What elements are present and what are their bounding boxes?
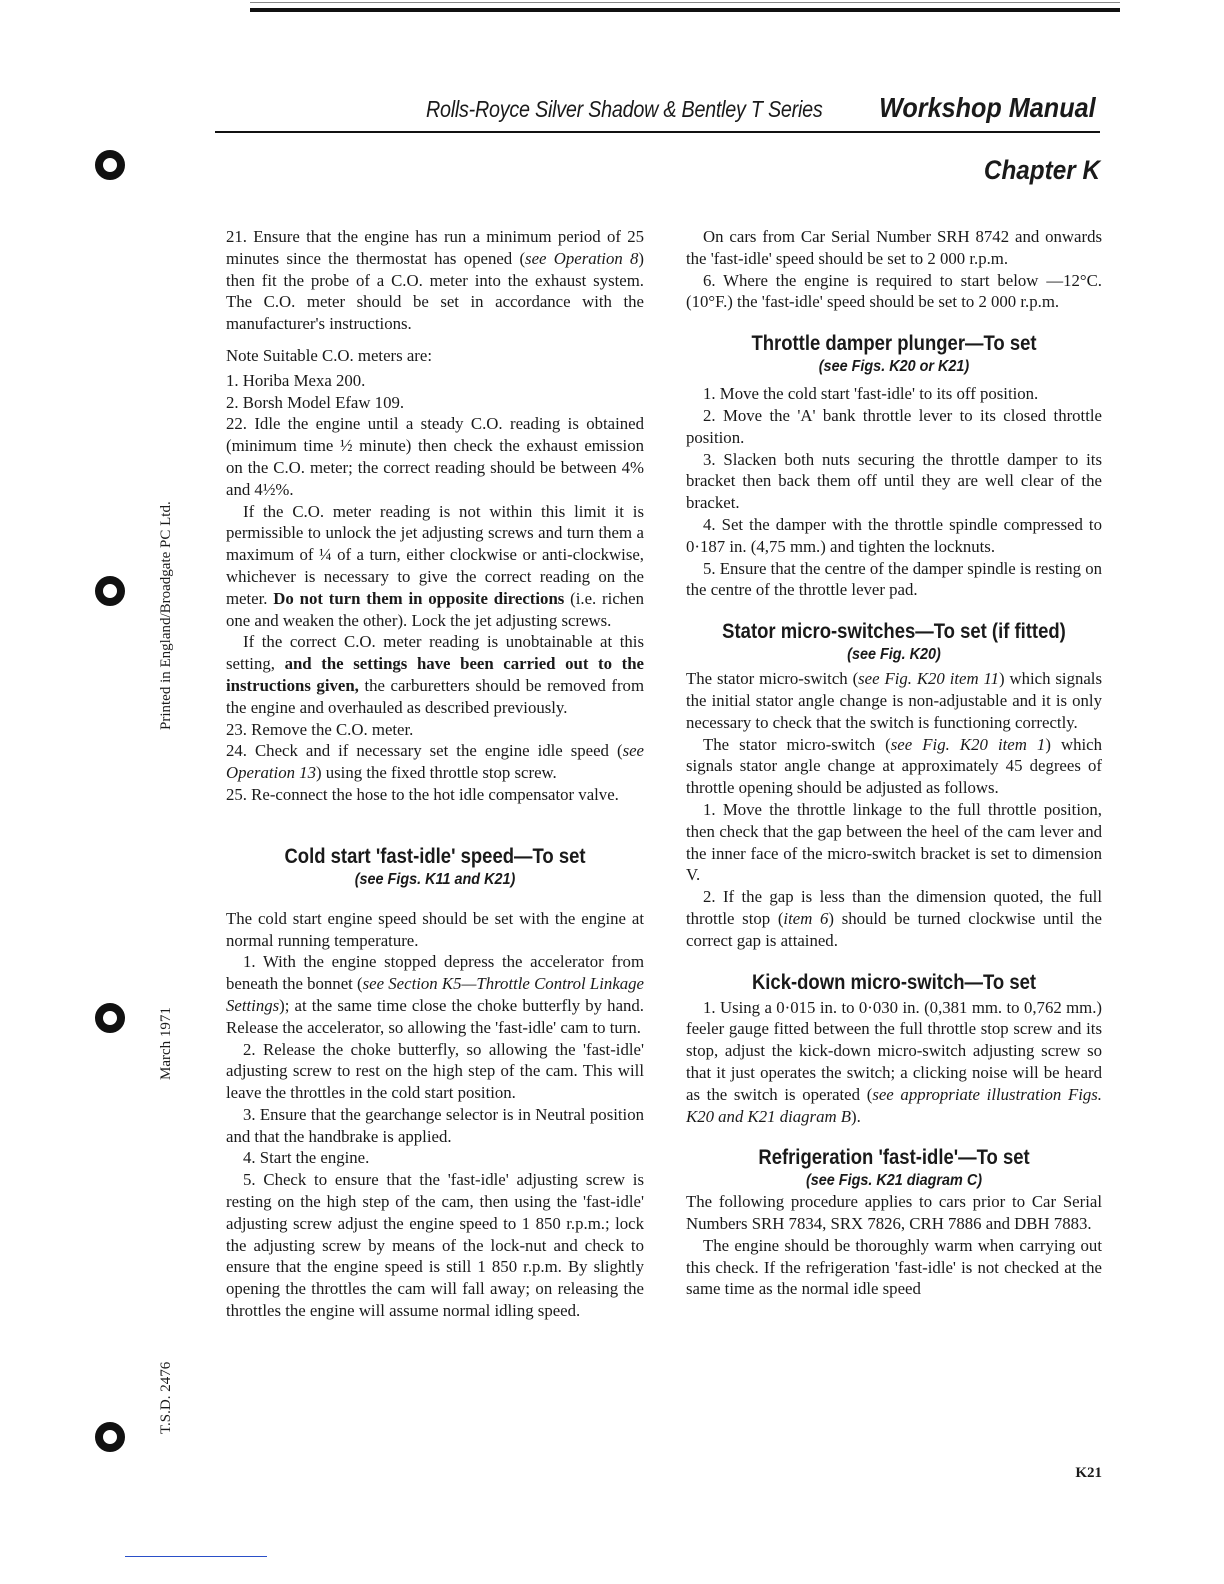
punch-hole-icon	[95, 1003, 125, 1033]
left-column	[226, 226, 644, 1322]
cold-step-2: 2. Release the choke butterfly, so allowing the 'fast-idle' adjusting screw to rest on the high step of the cam. This will leave the throttles in the cold start position.	[226, 1039, 644, 1103]
paragraph-co-limit: If the C.O. meter reading is not within this limit it is permissible to unlock the jet adjusting screws and turn them a maximum of ¼ of a turn, either clockwise or anti-clockwise, whichever is necessary to give the correct reading on the meter. Do not turn them in opposite directions (i.e. richen one and weaken the other). Lock the jet adjusting screws.	[226, 501, 644, 630]
chapter-title: Chapter K	[983, 155, 1100, 185]
top-thin-rule	[250, 2, 1120, 3]
section-subheading-throttle-damper: (see Figs. K20 or K21)	[818, 358, 970, 376]
paragraph-co-unobtainable: If the correct C.O. meter reading is unobtainable at this setting, and the settings have been carried out to the instructions given, the carburetters should be removed from the engine and overhauled as described previously.	[226, 632, 645, 717]
damper-step-4: 4. Set the damper with the throttle spindle compressed to 0·187 in. (4,75 mm.) and tighten the locknuts.	[686, 514, 1102, 556]
fast-idle-intro: On cars from Car Serial Number SRH 8742 and onwards the 'fast-idle' speed should be set to 2 000 r.p.m.	[686, 227, 1102, 268]
section-subheading-cold-start: (see Figs. K11 and K21)	[354, 870, 516, 888]
cold-step-1: 1. With the engine stopped depress the accelerator from beneath the bonnet (see Section K5—Throttle Control Linkage Settings); at the same time close the choke butterfly by hand. Release the accelerator, so allowing the 'fast-idle' cam to turn.	[226, 952, 644, 1037]
right-column	[686, 226, 1102, 1300]
section-subheading-stator: (see Fig. K20)	[847, 646, 941, 664]
stator-step-1: 1. Move the throttle linkage to the full throttle position, then check that the gap between the heel of the cam lever and the inner face of the micro-switch bracket is set to dimension V.	[686, 799, 1102, 885]
stator-paragraph-1: The stator micro-switch (see Fig. K20 item 11) which signals the initial stator angle change is non-adjustable and it is only necessary to check that the switch is functioning correctly.	[686, 669, 1102, 732]
stator-paragraph-2: The stator micro-switch (see Fig. K20 item 1) which signals stator angle change at approximately 45 degrees of throttle opening should be adjusted as follows.	[686, 734, 1103, 798]
fast-idle-step-6: 6. Where the engine is required to start below —12°C. (10°F.) the 'fast-idle' speed should be set to 2 000 r.p.m.	[686, 270, 1102, 312]
cold-step-3: 3. Ensure that the gearchange selector is in Neutral position and that the handbrake is applied.	[226, 1104, 644, 1146]
cold-step-5: 5. Check to ensure that the 'fast-idle' adjusting screw is resting on the high step of the cam, then using the 'fast-idle' adjusting screw adjust the engine speed to 1 850 r.p.m.; lock the adjusting screw by means of the lock-nut and check to ensure that the engine speed is still 1 850 r.p.m. By slightly opening the throttles the cam will fall away; on releasing the throttles the engine will assume normal idling speed.	[226, 1170, 644, 1321]
note-item-1: 1. Horiba Mexa 200.	[226, 370, 366, 390]
step-23: 23. Remove the C.O. meter.	[226, 719, 414, 739]
damper-step-1: 1. Move the cold start 'fast-idle' to its off position.	[703, 384, 1039, 404]
section-subheading-refrigeration: (see Figs. K21 diagram C)	[805, 1172, 983, 1190]
step-24: 24. Check and if necessary set the engine idle speed (see Operation 13) using the fixed throttle stop screw.	[226, 741, 644, 783]
step-25: 25. Re-connect the hose to the hot idle compensator valve.	[226, 784, 619, 804]
punch-hole-icon	[95, 1422, 125, 1452]
damper-step-3: 3. Slacken both nuts securing the throttle damper to its bracket then back them off until they are well clear of the bracket.	[686, 449, 1102, 513]
punch-hole-icon	[95, 576, 125, 606]
header-rule	[215, 131, 1100, 133]
header-manual-title: Workshop Manual	[879, 92, 1096, 123]
section-heading-kick-down: Kick-down micro-switch—To set	[751, 970, 1037, 994]
page-number: K21	[1075, 1465, 1102, 1481]
damper-step-5: 5. Ensure that the centre of the damper spindle is resting on the centre of the throttle lever pad.	[686, 558, 1102, 600]
note-item-2: 2. Borsh Model Efaw 109.	[226, 392, 405, 412]
kick-down-step-1: 1. Using a 0·015 in. to 0·030 in. (0,381 mm. to 0,762 mm.) feeler gauge fitted between the full throttle stop screw and its stop, adjust the kick-down micro-switch adjusting screw so that it just operates the switch; a clicking noise will be heard as the switch is operated (see appropriate illustration Figs. K20 and K21 diagram B).	[686, 997, 1102, 1126]
section-heading-throttle-damper: Throttle damper plunger—To set	[751, 332, 1037, 356]
section-heading-refrigeration: Refrigeration 'fast-idle'—To set	[758, 1146, 1030, 1170]
footnote-rule	[125, 1556, 267, 1557]
issue-date: March 1971	[158, 1007, 174, 1080]
header-model-title: Rolls-Royce Silver Shadow & Bentley T Series	[426, 96, 823, 122]
top-rule	[250, 8, 1120, 12]
damper-step-2: 2. Move the 'A' bank throttle lever to its closed throttle position.	[686, 405, 1102, 447]
section-heading-cold-start: Cold start 'fast-idle' speed—To set	[284, 844, 586, 868]
refrigeration-paragraph-1: The following procedure applies to cars prior to Car Serial Numbers SRH 7834, SRX 7826, CRH 7886 and DBH 7883.	[686, 1192, 1102, 1234]
stator-step-2: 2. If the gap is less than the dimension quoted, the full throttle stop (item 6) should be turned clockwise until the correct gap is attained.	[686, 887, 1102, 950]
refrigeration-paragraph-2: The engine should be thoroughly warm when carrying out this check. If the refrigeration 'fast-idle' is not checked at the same time as the normal idle speed	[686, 1235, 1102, 1299]
section-heading-stator: Stator micro-switches—To set (if fitted)	[722, 620, 1066, 644]
note-heading: Note Suitable C.O. meters are:	[226, 345, 432, 365]
tsd-number: T.S.D. 2476	[158, 1361, 174, 1434]
step-21: 21. Ensure that the engine has run a minimum period of 25 minutes since the thermostat has opened (see Operation 8) then fit the probe of a C.O. meter into the exhaust system. The C.O. meter should be set in accordance with the manufacturer's instructions.	[226, 227, 644, 334]
cold-start-intro: The cold start engine speed should be set with the engine at normal running temperature.	[226, 908, 644, 950]
printer-credit: Printed in England/Broadgate PC Ltd.	[158, 501, 174, 730]
step-22: 22. Idle the engine until a steady C.O. reading is obtained (minimum time ½ minute) then check the exhaust emission on the C.O. meter; the correct reading should be between 4% and 4½%.	[226, 414, 644, 499]
punch-hole-icon	[95, 150, 125, 180]
cold-step-4: 4. Start the engine.	[243, 1148, 370, 1168]
